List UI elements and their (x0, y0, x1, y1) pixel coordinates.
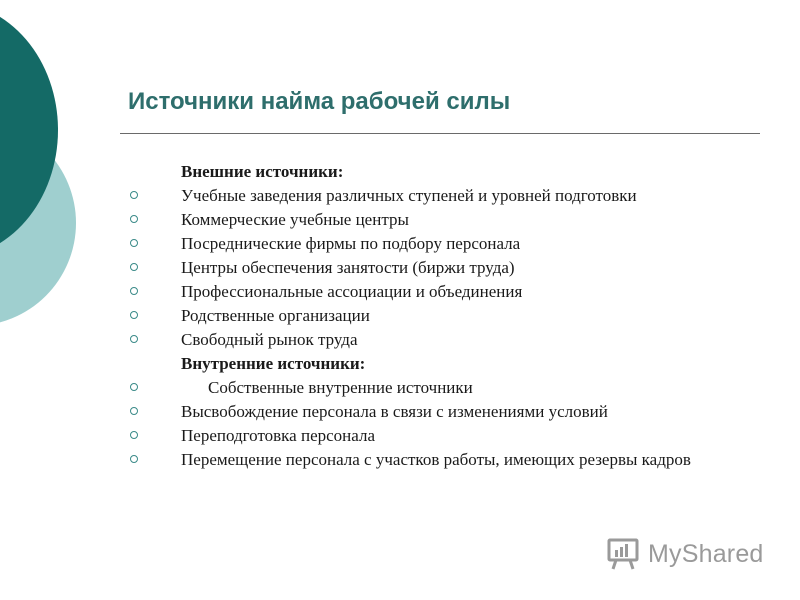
slide-content (0, 160, 800, 492)
circle-bullet-icon (130, 239, 138, 247)
list-item (0, 328, 800, 352)
list-item-text: Собственные внутренние источники (208, 378, 473, 397)
myshared-watermark (606, 536, 764, 572)
presentation-board-icon (606, 537, 642, 571)
list-item (0, 376, 800, 400)
list-item (0, 280, 800, 304)
circle-bullet-icon (130, 335, 138, 343)
slide-title: Источники найма рабочей силы (128, 88, 511, 115)
external-heading-line (0, 160, 800, 184)
watermark-text: MyShared (648, 539, 764, 568)
circle-bullet-icon (130, 407, 138, 415)
list-item (0, 424, 800, 448)
circle-bullet-icon (130, 263, 138, 271)
circle-bullet-icon (130, 191, 138, 199)
circle-bullet-icon (130, 431, 138, 439)
list-item (0, 208, 800, 232)
external-heading: Внешние источники: (181, 162, 344, 181)
list-item (0, 448, 800, 492)
circle-bullet-icon (130, 383, 138, 391)
list-item (0, 184, 800, 208)
list-item-text: Профессиональные ассоциации и объединения (181, 282, 523, 301)
list-item-text: Коммерческие учебные центры (181, 210, 409, 229)
list-item (0, 232, 800, 256)
internal-heading: Внутренние источники: (181, 354, 366, 373)
list-item-text: Свободный рынок труда (181, 330, 358, 349)
circle-bullet-icon (130, 215, 138, 223)
circle-bullet-icon (130, 287, 138, 295)
list-item (0, 304, 800, 328)
list-item-text: Перемещение персонала с участков работы, имеющих резервы кадров (181, 450, 691, 469)
list-item-text: Центры обеспечения занятости (биржи труда) (181, 258, 515, 277)
list-item-text: Родственные организации (181, 306, 370, 325)
list-item-text: Посреднические фирмы по подбору персонала (181, 234, 521, 253)
internal-heading-line (0, 352, 800, 376)
list-item-text: Учебные заведения различных ступеней и уровней подготовки (181, 186, 637, 205)
list-item-text: Переподготовка персонала (181, 426, 375, 445)
list-item-text: Высвобождение персонала в связи с изменениями условий (181, 402, 608, 421)
list-item (0, 256, 800, 280)
title-divider (120, 133, 760, 134)
circle-bullet-icon (130, 311, 138, 319)
list-item (0, 400, 800, 424)
circle-bullet-icon (130, 455, 138, 463)
